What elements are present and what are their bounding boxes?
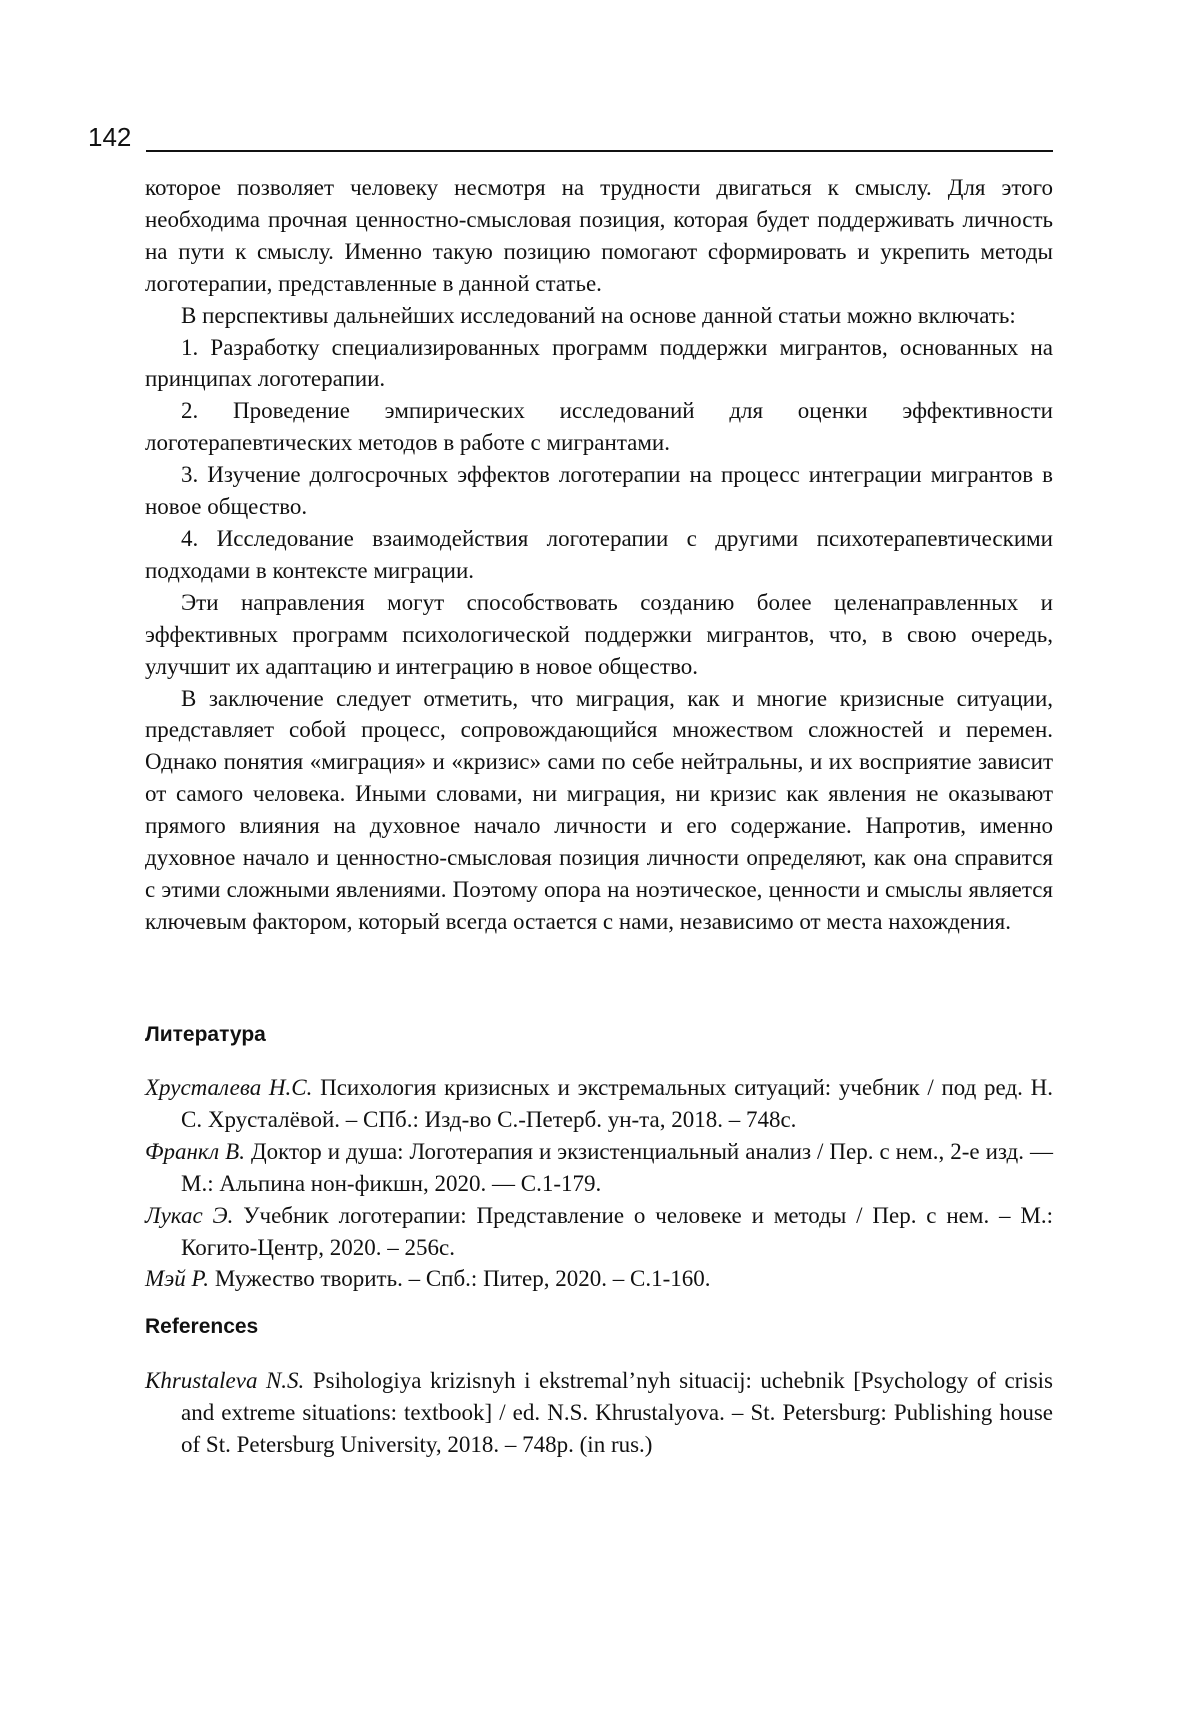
literature-heading: Литература bbox=[145, 1023, 266, 1046]
references-list bbox=[145, 1365, 1053, 1461]
body-paragraph-1: которое позволяет человеку несмотря на трудности двигаться к смыслу. Для этого необходима прочная ценностно-смысловая позиция, которая будет поддерживать личность на пути к смыслу. Именно такую позицию помогают сформировать и укрепить методы логотерапии, представленные в данной статье. bbox=[145, 175, 1053, 296]
literature-text: Мужество творить. – Спб.: Питер, 2020. – С.1-160. bbox=[209, 1266, 711, 1292]
literature-item bbox=[145, 1263, 1053, 1295]
literature-author: Хрусталева Н.С. bbox=[145, 1075, 313, 1100]
references-heading: References bbox=[145, 1315, 259, 1338]
literature-text: Психология кризисных и экстремальных ситуаций: учебник / под ред. Н. С. Хрусталёвой. – СПб.: Изд-во С.-Петерб. ун-та, 2018. – 748с. bbox=[181, 1075, 1053, 1132]
body-paragraph-4: В заключение следует отметить, что миграция, как и многие кризисные ситуации, представляет собой процесс, сопровождающийся множеством сложностей и перемен. Однако понятия «миграция» и «кризис» сами по себе нейтральны, и их восприятие зависит от самого человека. Иными словами, ни миграция, ни кризис как явления не оказывают прямого влияния на духовное начало личности и его содержание. Напротив, именно духовное начало и ценностно-смысловая позиция личности определяют, как она справится с этими сложными явлениями. Поэтому опора на ноэтическое, ценности и смыслы является ключевым фактором, который всегда остается с нами, независимо от места нахождения. bbox=[145, 685, 1053, 934]
literature-item bbox=[145, 1200, 1053, 1264]
page-header bbox=[88, 122, 1053, 156]
list-item-3: 3. Изучение долгосрочных эффектов логотерапии на процесс интеграции мигрантов в новое общество. bbox=[145, 462, 1053, 520]
reference-text: Psihologiya krizisnyh i ekstremal’nyh situacij: uchebnik [Psychology of crisis and extreme situations: textbook] / ed. N.S. Khrustalyova. – St. Petersburg: Publishing house of St. Petersburg University, 2018. – 748p. (in rus.) bbox=[181, 1368, 1054, 1457]
literature-author: Мэй Р. bbox=[145, 1266, 210, 1292]
reference-item bbox=[145, 1365, 1053, 1461]
list-item-1: 1. Разработку специализированных программ поддержки мигрантов, основанных на принципах логотерапии. bbox=[145, 334, 1053, 392]
page-number: 142 bbox=[88, 122, 132, 152]
body-paragraph-2: В перспективы дальнейших исследований на основе данной статьи можно включать: bbox=[181, 302, 1016, 328]
list-item-2: 2. Проведение эмпирических исследований для оценки эффективности логотерапевтических методов в работе с мигрантами. bbox=[145, 398, 1053, 456]
list-item-4: 4. Исследование взаимодействия логотерапии с другими психотерапевтическими подходами в контексте миграции. bbox=[145, 525, 1053, 583]
body-paragraph-3: Эти направления могут способствовать созданию более целенаправленных и эффективных программ психологической поддержки мигрантов, что, в свою очередь, улучшит их адаптацию и интеграцию в новое общество. bbox=[145, 589, 1053, 679]
reference-author: Khrustaleva N.S. bbox=[145, 1368, 305, 1393]
header-rule bbox=[146, 150, 1053, 152]
literature-author: Франкл В. bbox=[145, 1138, 245, 1164]
literature-author: Лукас Э. bbox=[145, 1202, 234, 1228]
body-text bbox=[145, 172, 1053, 938]
literature-item bbox=[145, 1136, 1053, 1200]
literature-text: Учебник логотерапии: Представление о человеке и методы / Пер. с нем. – М.: Когито-Центр, 2020. – 256с. bbox=[181, 1202, 1053, 1260]
literature-item bbox=[145, 1072, 1053, 1136]
literature-list bbox=[145, 1072, 1053, 1295]
literature-text: Доктор и душа: Логотерапия и экзистенциальный анализ / Пер. с нем., 2-е изд. — М.: Альпина нон-фикшн, 2020. — С.1-179. bbox=[181, 1138, 1053, 1196]
